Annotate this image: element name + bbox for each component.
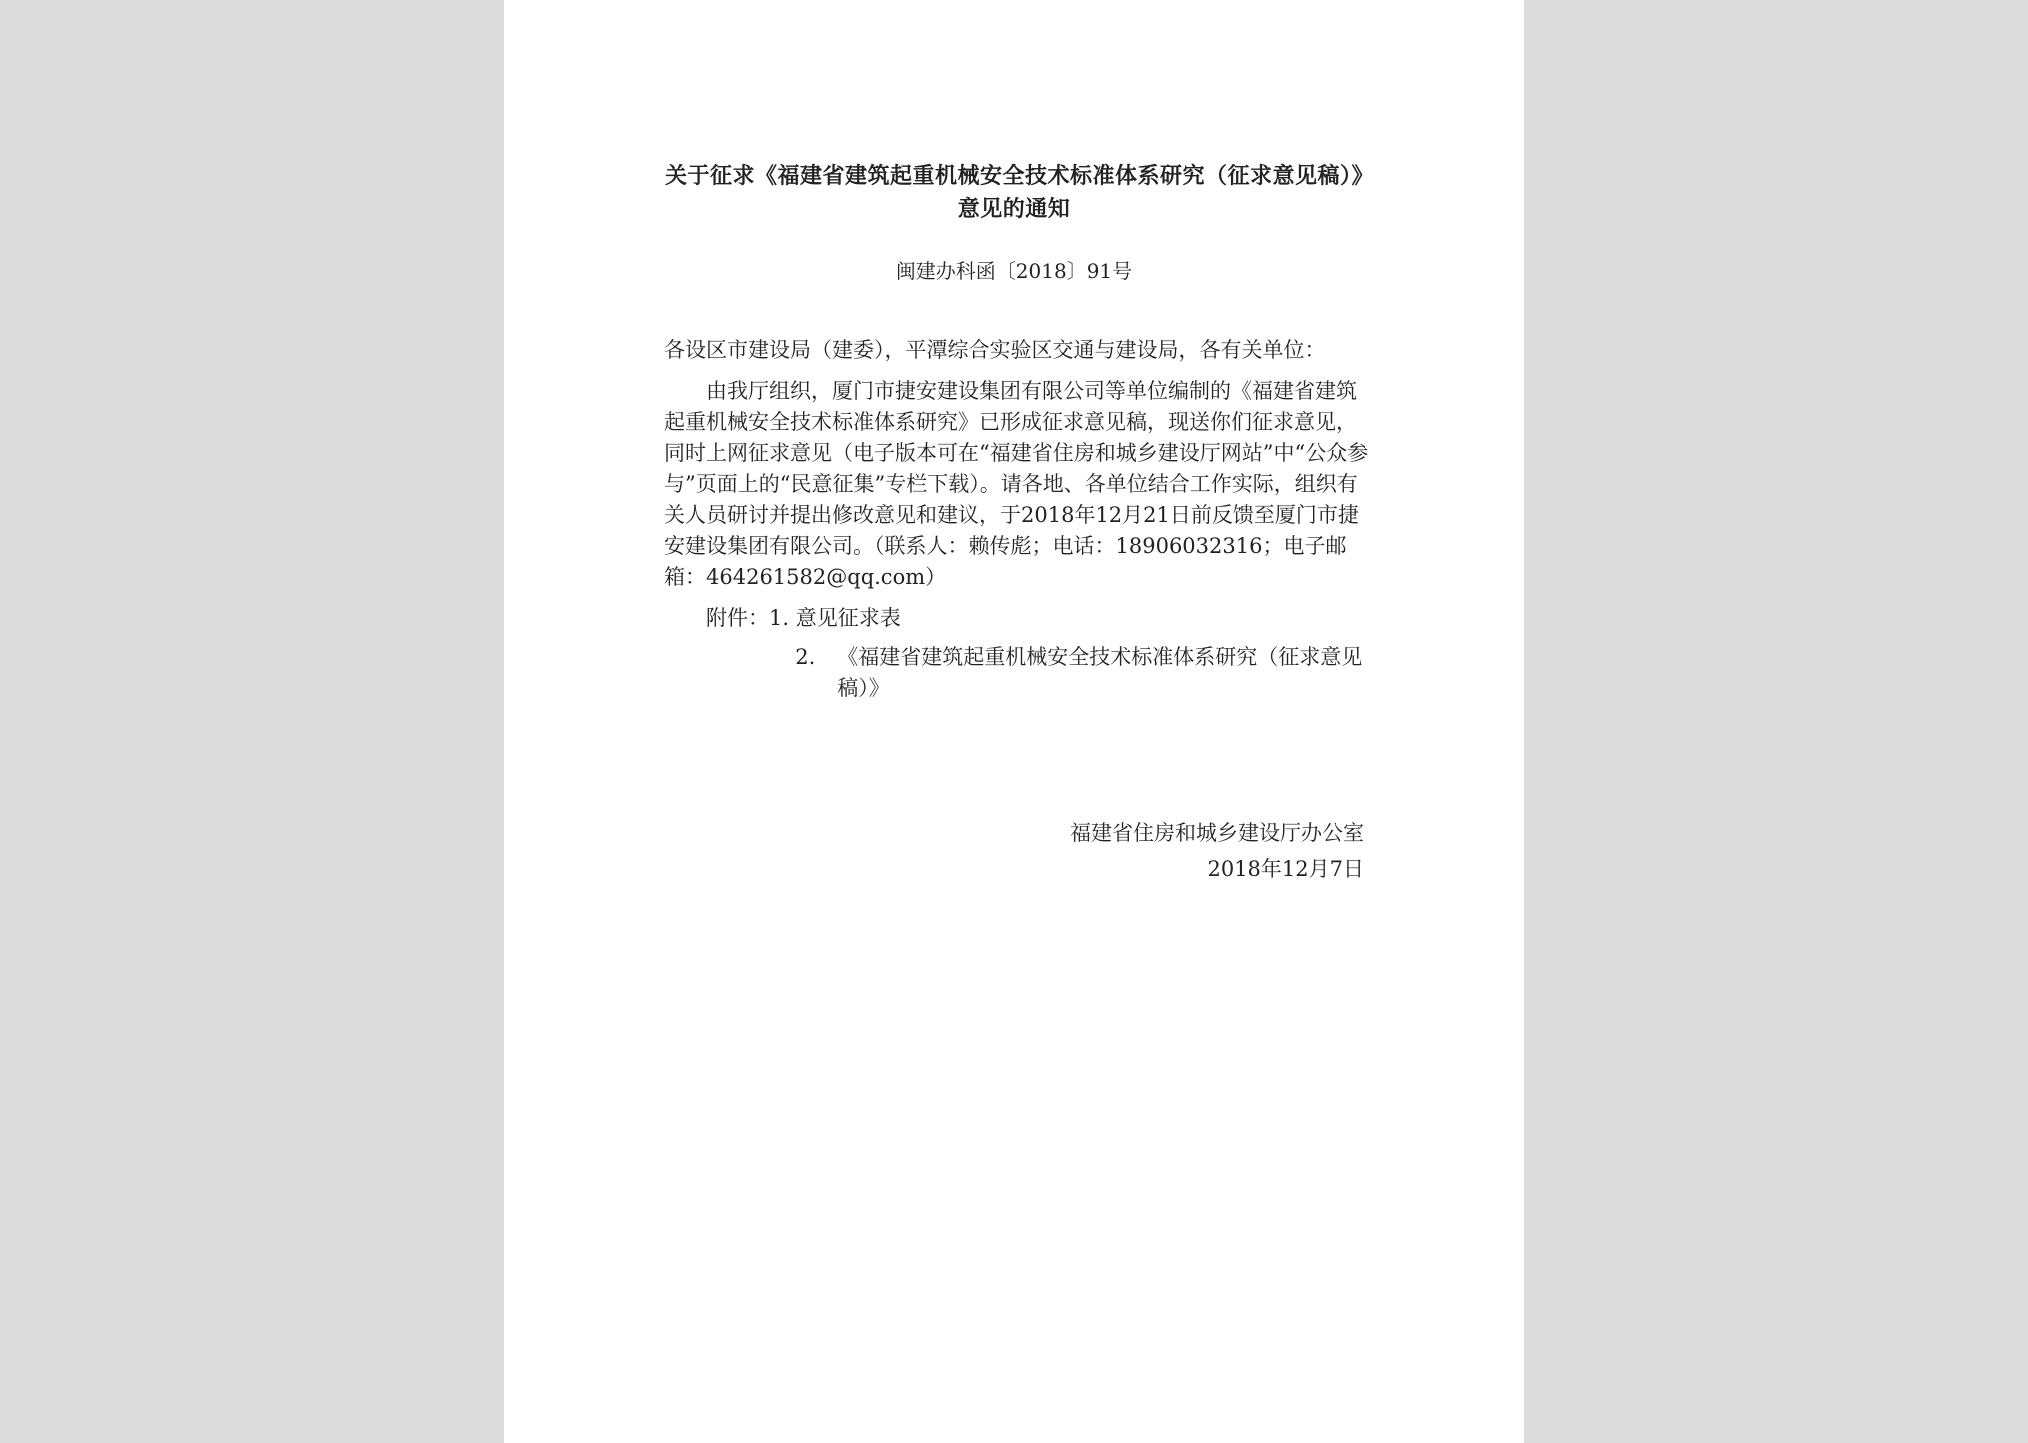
attachment-item-2-text: 《福建省建筑起重机械安全技术标准体系研究（征求意见稿）》 — [837, 645, 1363, 700]
signature-block — [664, 815, 1364, 887]
document-number: 闽建办科函〔2018〕91号 — [895, 259, 1133, 283]
document-page — [504, 0, 1524, 1443]
attachment-item-2-number: 2. — [795, 645, 816, 669]
attachments-label: 附件： — [706, 606, 769, 630]
body-paragraph: 由我厅组织，厦门市捷安建设集团有限公司等单位编制的《福建省建筑起重机械安全技术标准体系研究》已形成征求意见稿，现送你们征求意见，同时上网征求意见（电子版本可在“福建省住房和城乡建设厅网站”中“公众参与”页面上的“民意征集”专栏下载）。请各地、各单位结合工作实际，组织有关人员研讨并提出修改意见和建议，于2018年12月21日前反馈至厦门市捷安建设集团有限公司。（联系人：赖传彪；电话：18906032316；电子邮箱：464261582@qq.com） — [664, 379, 1369, 589]
addressee: 各设区市建设局（建委），平潭综合实验区交通与建设局，各有关单位： — [664, 338, 1326, 362]
attachment-item-1: 1. 意见征求表 — [769, 606, 901, 630]
attachments — [664, 603, 1376, 704]
issuing-office: 福建省住房和城乡建设厅办公室 — [1070, 821, 1364, 845]
issue-date: 2018年12月7日 — [1207, 857, 1364, 881]
document-body — [664, 335, 1376, 704]
attachment-item-2 — [706, 642, 1376, 704]
document-title: 关于征求《福建省建筑起重机械安全技术标准体系研究（征求意见稿）》意见的通知 — [664, 163, 1363, 222]
